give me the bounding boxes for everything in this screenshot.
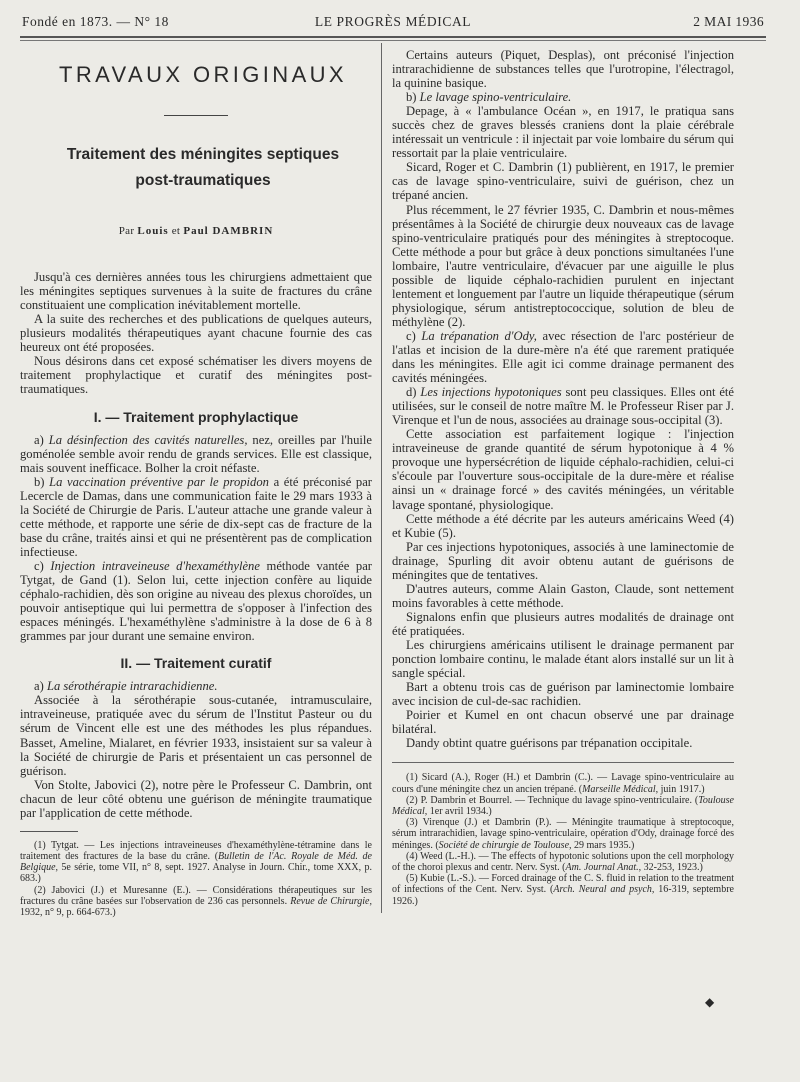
- intro-paragraph: Nous désirons dans cet exposé schématiser les divers moyens de traitement prophylactique et curatif des méningites post-traumatiques.: [20, 354, 372, 397]
- article-title-line1: Traitement des méningites septiques: [66, 146, 340, 164]
- byline: [20, 224, 372, 238]
- title-rule: [164, 115, 228, 116]
- left-footnotes: [20, 840, 372, 918]
- right-column: [392, 48, 734, 907]
- header-rule-thin: [20, 40, 766, 41]
- paragraph-prophylactic-c: c) Injection intraveineuse d'hexaméthylène méthode vantée par Tytgat, de Gand (1). Selon lui, cette injection confère au liquide céphalo-rachidien, dès son origine au niveau des plexus choroïdes, un pouvoir antiseptique qui lui permettra de s'opposer à l'infection des espaces méningés. L'hexaméthylène s'administre à la dose de 6 à 8 grammes par jour durant une semaine environ.: [20, 558, 372, 644]
- journal-title: LE PROGRÈS MÉDICAL: [314, 14, 472, 29]
- footnote-rule: [20, 831, 78, 832]
- section-heading-curative: II. — Traitement curatif: [120, 655, 272, 672]
- section-heading-prophylactic: I. — Traitement prophylactique: [93, 408, 299, 425]
- paragraph-curative-2: Von Stolte, Jabovici (2), notre père le Professeur C. Dambrin, ont chacun de leur côté obtenu une guérison de méningite traumatique par l'application de cette méthode.: [20, 777, 372, 820]
- intro-paragraph: Jusqu'à ces dernières années tous les chirurgiens admettaient que les méningites septiques survenues à la suite de fractures du crâne constituaient une complication inévitablement mortelle.: [20, 270, 372, 313]
- paragraph-curative-1: Associée à la sérothérapie sous-cutanée, intramusculaire, intraveineuse, pratiquée avec du sérum de l'Institut Pasteur ou du sérum de Vincent elle est une des méthodes les plus répandues. Basset, Ameline, Mialaret, en février 1933, insistaient sur sa valeur à la Société de chirurgie de Paris et présentaient un cas personnel de guérison.: [20, 693, 372, 778]
- paragraph: Par ces injections hypotoniques, associés à une laminectomie de drainage, Spurling dit avoir obtenu autant de guérisons de méningites que de tentatives.: [392, 539, 734, 582]
- paragraph: Sicard, Roger et C. Dambrin (1) publièrent, en 1917, le premier cas de lavage spino-ventriculaire, suivi de guérison, chez un trépané ancien.: [392, 160, 734, 203]
- paragraph: Cette association est parfaitement logique : l'injection intraveineuse de grande quantité de sérum hypotonique à 4 % provoque une hypersécrétion de liquide céphalo-rachidien, celui-ci s'écoule par l'ouverture sous-occipitale de la dure-mère et réalise ainsi un « drainage forcé » des cavités méningées, un véritable lavage spontané, physiologique.: [392, 427, 734, 512]
- paragraph-prophylactic-b: b) La vaccination préventive par le propidon a été préconisé par Lecercle de Damas, dans une communication faite le 29 mars 1933 à la Société de Chirurgie de Paris. L'auteur attache une grande valeur à cette méthode, et rapporte une série de dix-sept cas de fracture de la base du crâne, traités ainsi et qui ne présentèrent pas de complication infectieuse.: [20, 474, 372, 559]
- paragraph: Certains auteurs (Piquet, Desplas), ont préconisé l'injection intrarachidienne de substances telles que l'urotropine, l'électragol, la quinine basique.: [392, 48, 734, 91]
- paragraph: Signalons enfin que plusieurs autres modalités de drainage ont été pratiquées.: [392, 609, 734, 638]
- rubric-heading: TRAVAUX ORIGINAUX: [58, 62, 348, 87]
- footnote: (4) Weed (L.-H.). — The effects of hypotonic solutions upon the cell morphology of the choroi plexus and centr. Nerv. Syst. (Am. Journal Anat., 32-253, 1923.): [392, 850, 734, 873]
- right-footnotes: [392, 772, 734, 906]
- paragraph-curative-b: b) Le lavage spino-ventriculaire.: [406, 90, 572, 105]
- end-mark-icon: ◆: [705, 995, 715, 1009]
- footnote: (1) Sicard (A.), Roger (H.) et Dambrin (C.). — Lavage spino-ventriculaire au cours d'une méningite chez un ancien trépané. (Marseille Médical, juin 1917.): [392, 772, 734, 795]
- intro-paragraph: A la suite des recherches et des publications de quelques auteurs, plusieurs modalités thérapeutiques ayant chacune fournie des cas heureux ont été proposées.: [20, 312, 372, 355]
- byline-prefix: Par: [118, 225, 135, 238]
- author-second: Paul DAMBRIN: [183, 225, 274, 238]
- paragraph: D'autres auteurs, comme Alain Gaston, Claude, sont nettement moins favorables à cette méthode.: [392, 581, 734, 610]
- footnote-rule: [392, 762, 734, 763]
- paragraph: Cette méthode a été décrite par les auteurs américains Weed (4) et Kubie (5).: [392, 511, 734, 540]
- paragraph: Poirier et Kumel en ont chacun observé une par drainage bilatéral.: [392, 708, 734, 737]
- article-title-line2: post-traumatiques: [135, 172, 271, 190]
- left-column: [20, 62, 372, 918]
- paragraph-curative-d: d) Les injections hypotoniques sont peu classiques. Elles ont été utilisées, sur le conseil de notre maître M. le Professeur Riser par J. Virenque et l'un de nous, associées au drainage sous-occipital (3).: [392, 385, 735, 428]
- paragraph-curative-a: a) La sérothérapie intrarachidienne.: [34, 679, 218, 694]
- byline-and: et: [171, 225, 181, 238]
- footnote: (5) Kubie (L.-S.). — Forced drainage of the C. S. fluid in relation to the treatment of infections of the Cent. Nerv. Syst. (Arch. Neural and psych, 16-319, septembre 1926.): [392, 873, 734, 907]
- column-divider: [381, 43, 382, 913]
- author-first: Louis: [137, 225, 169, 238]
- paragraph: Plus récemment, le 27 février 1935, C. Dambrin et nous-mêmes présentâmes à la Société de chirurgie deux nouveaux cas de lavage spino-ventriculaire pratiqués pour des méningites à streptocoque. Cette méthode a pour but grâce à deux ponctions simultanées l'une lombaire, l'autre ventriculaire, d'évacuer par une aiguille le plus possible de liquide céphalo-rachidien purulent en injectant lentement et longuement par l'autre un liquide thérapeutique (sérum physiologique, sérum antistreptococcique, solution de bleu de méthylène (2).: [392, 202, 734, 329]
- footnote: (2) Jabovici (J.) et Muresanne (E.). — Considérations thérapeutiques sur les fractures du crâne basées sur l'observation de 236 cas personnels. Revue de Chirurgie, 1932, n° 9, p. 664-673.): [20, 884, 372, 918]
- founded-label: Fondé en 1873. — N° 18: [22, 14, 169, 29]
- footnote: (3) Virenque (J.) et Dambrin (P.). — Méningite traumatique à streptocoque, sérum intrarachidien, lavage spino-ventriculaire, opération d'Ody, drainage forcé des méninges. (Société de chirurgie de Toulouse, 29 mars 1935.): [392, 817, 734, 851]
- paragraph: Les chirurgiens américains utilisent le drainage permanent par ponction lombaire continu, le malade étant alors installé sur un lit à sangle spécial.: [392, 637, 734, 681]
- footnote: (2) P. Dambrin et Bourrel. — Technique du lavage spino-ventriculaire. (Toulouse Médical, 1er avril 1934.): [392, 794, 734, 817]
- paragraph: Dandy obtint quatre guérisons par trépanation occipitale.: [406, 736, 693, 751]
- header-rule: [20, 36, 766, 38]
- paragraph: Bart a obtenu trois cas de guérison par laminectomie lombaire avec incision de cul-de-sac rachidien.: [392, 680, 734, 709]
- footnote: (1) Tytgat. — Les injections intraveineuses d'hexaméthylène-tétramine dans le traitement des fractures de la base du crâne. (Bulletin de l'Ac. Royale de Méd. de Belgique, 5e série, tome VII, n° 8, sept. 1927. Analyse in Journ. Chir., tome XXX, p. 683.): [20, 839, 372, 885]
- issue-date: 2 MAI 1936: [693, 14, 764, 29]
- paragraph-prophylactic-a: a) La désinfection des cavités naturelles, nez, oreilles par l'huile goménolée semble avoir rendu de grands services. Elle est classique, mais souvent inefficace. Bolher la croit néfaste.: [20, 432, 372, 475]
- paragraph-curative-c: c) La trépanation d'Ody, avec résection de l'arc postérieur de l'atlas et incision de la dure-mère n'a été que rarement pratiquée dans les méningites. Elle agit ici comme drainage permanent des cavités méningées.: [392, 328, 735, 386]
- page-header: [22, 14, 764, 34]
- paragraph: Depage, à « l'ambulance Océan », en 1917, le pratiqua sans succès chez de graves blessés craniens dont la plaie cérébrale intéressait un ventricule : il injectait par voie lombaire du sérum qui ressortait par la plaie ventriculaire.: [392, 104, 734, 161]
